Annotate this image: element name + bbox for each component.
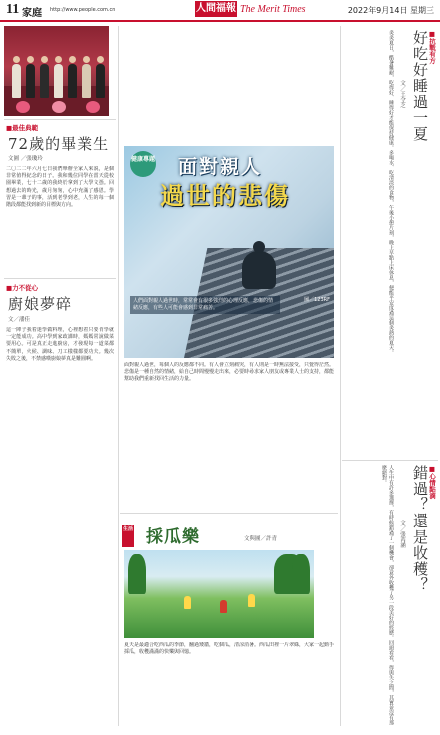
photo-figure [82,64,91,98]
photo-credit: 圖／123RF [304,297,330,303]
life-badge: 生活 [122,525,134,547]
column-divider [118,26,119,726]
feature-title-line2: 過世的悲傷 [160,182,290,210]
section-divider [4,119,116,120]
painting-tree [128,554,146,594]
article-title: 採瓜樂 [146,527,200,547]
article-author: 文與圖／許青 [244,536,278,542]
page-header [0,0,440,22]
feature-lede: 人們面對親人過世時，常常會有很多強烈的心理反應，悲傷的情緒反應，有些人可能會感到非常痛苦。 [130,296,280,314]
health-badge: 健康專題 [130,151,156,177]
newspaper-logo-english: The Merit Times [240,4,306,15]
graduation-photo [4,26,109,116]
article-body: 人生中有許多選擇，有時候錯過了一個機會，卻意外收穫了另一段美好的經歷。回頭看看，得與失之間，其實並沒有那麼絕對。 [381,465,394,725]
feature-illustration [124,146,334,358]
article-title: 錯過？還是收穫？ [411,465,429,593]
photo-figure [96,64,105,98]
section-divider [342,460,438,461]
article-author: 文／張芮涵 [399,520,405,548]
section-divider [4,278,116,279]
photo-figure [40,64,49,98]
painting-farmer [248,594,255,607]
photo-figure [26,64,35,98]
article-title: 72歲的畢業生 [8,135,110,153]
article-author: 文／潘佳 [8,317,31,323]
photo-flowers [16,101,30,113]
section-label: ■力不從心 [6,284,39,292]
section-divider [120,513,338,514]
photo-flowers [86,101,100,113]
watermelon-field-painting [124,550,314,638]
article-author: 文／王令芝 [399,80,405,108]
photo-figure [54,64,63,98]
photo-figure [12,64,21,98]
section-label: ■心情點滴 [428,465,436,499]
article-author: 文圖 ／張瓊玲 [8,156,43,162]
section-label: ■抗戰有方 [428,30,436,64]
article-body: 這一陣子我着迷學做料理，心裡想着只要肯學就一定能成功。高中學到家政課時，媽媽常說做菜要用心。可是真正走進廚房，才發現每一道菜都不簡單，火候、調味、刀工樣樣都要功夫。幾次失敗之後，不禁感嘆廚娘夢真是難圓啊。 [6,327,114,362]
feature-body: 面對親人過世，每個人的反應都不同。有人會立刻痛哭，有人則是一時無法接受，只覺得茫然。悲傷是一種自然的情緒，給自己時間慢慢走出來，必要時尋求家人朋友或專業人士的支持，都能幫助我們重新找回生活的力量。 [124,362,334,383]
article-title: 廚娘夢碎 [8,295,73,313]
article-body: 二〇二二年六月七日我們舉辦全家人來説，是個非常值得紀念的日子。我和幾位同學在當天從校園畢業，七十二歲的我終於拿到了大學文憑。回想過去的時光，歲月匆匆，心中充滿了感恩。學習是一輩子的事，活到老學到老，人生的每一個階段都能找到新的目標與方向。 [6,166,114,209]
newspaper-logo: 人間福報 [195,1,237,17]
grieving-person-figure [242,251,276,289]
header-url: http://www.people.com.cn [50,7,116,13]
page-number: 11 [6,2,20,17]
article-title: 好吃好睡過一夏 [411,30,429,142]
painting-tree [292,554,310,594]
painting-farmer [220,600,227,613]
section-label: ■最佳典範 [6,124,39,132]
article-body: 夏天是最適合吃西瓜的季節，翻過矮牆，吃個瓜，清涼消暑。西瓜田裡一片翠綠，大家一起動手採瓜，收穫滿滿的快樂與回憶。 [124,642,334,656]
feature-title-line1: 面對親人 [178,156,263,178]
photo-flowers [52,101,66,113]
column-divider [340,26,341,726]
issue-date: 2022年9月14日 星期三 [347,6,434,15]
article-body: 炎炎夏日，酷暑難耐，吃得好、睡得好才能保持健康。多喝水、吃清淡的食物，午後小憩片刻，晚上早點上床休息，便能平安度過這個炎熱的夏天。 [388,30,394,355]
section-name: 家庭 [22,8,42,19]
painting-farmer [184,596,191,609]
photo-figure [68,64,77,98]
